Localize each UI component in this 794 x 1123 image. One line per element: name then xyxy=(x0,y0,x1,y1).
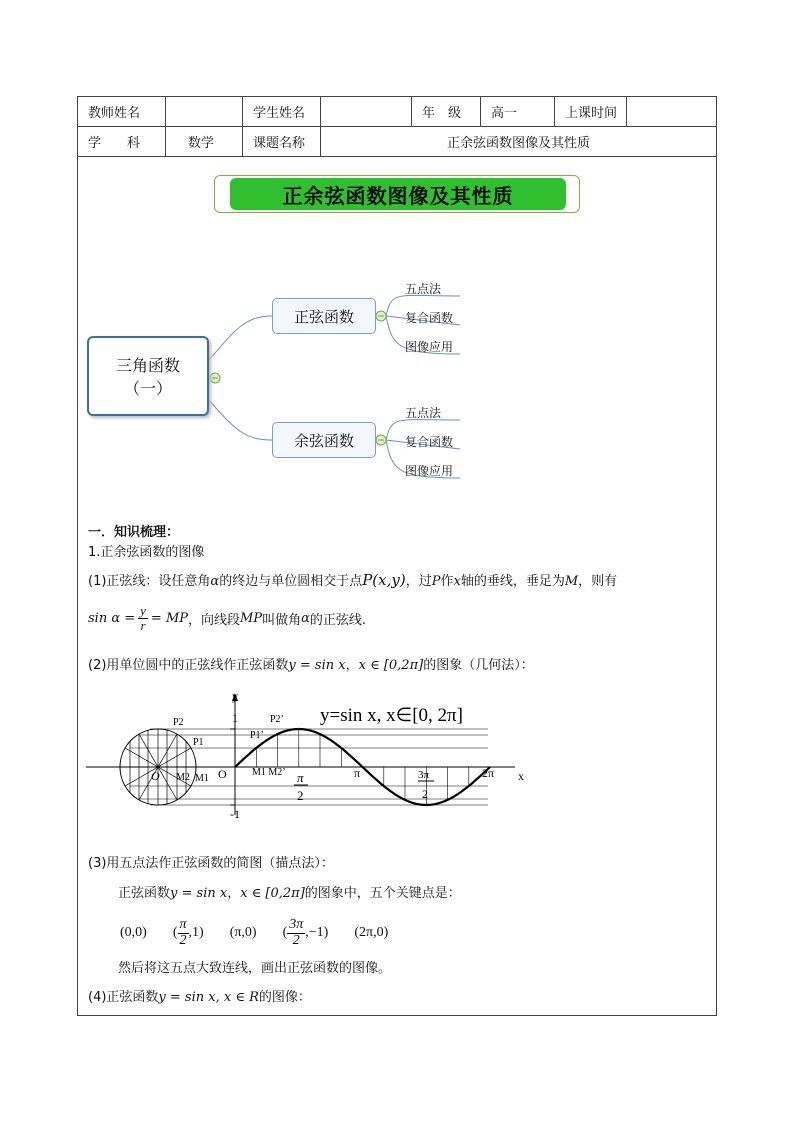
mindmap-sin-node[interactable]: 正弦函数 xyxy=(272,298,376,334)
label-2pi: 2π xyxy=(482,766,495,780)
cos-leaf-3[interactable]: 图像应用 xyxy=(405,464,454,478)
label-P2-prime: P2’ xyxy=(270,714,284,725)
label-P1: P1 xyxy=(193,737,204,748)
label-P2: P2 xyxy=(173,717,184,728)
cos-leaf-1[interactable]: 五点法 xyxy=(405,406,442,420)
label-pi-half-den: 2 xyxy=(297,788,304,803)
para-2: (2)用单位圆中的正弦线作正弦函数y = sin x，x ∈ [0,2π]的图象（几何法）： xyxy=(88,658,534,673)
cell-subject-value: 数学 xyxy=(166,127,243,157)
cell-topic-label: 课题名称 xyxy=(243,127,321,157)
mindmap-cos-node[interactable]: 余弦函数 xyxy=(272,422,376,458)
label-circle-center: O xyxy=(151,769,160,783)
sin-leaf-2[interactable]: 复合函数 xyxy=(405,311,454,325)
five-key-points: (0,0) ( $\frac{\pi}{2}$ ,1) (π,0) ( $\frac{3\pi}{2}$ ,−1) (2π,0) xyxy=(120,917,389,948)
para-1-line-1: (1)正弦线：设任意角α的终边与单位圆相交于点P(x,y)，过P作x轴的垂线，垂足为M，则有 xyxy=(88,571,618,589)
cell-teacher-label: 教师姓名 xyxy=(78,97,166,127)
para-4: (4)正弦函数y = sin x, x ∈ R的图像： xyxy=(88,990,311,1005)
label-P1-prime: P1’ xyxy=(250,730,264,741)
label-origin: O xyxy=(218,767,227,781)
label-M2: M2 xyxy=(176,772,190,783)
label-neg1: -1 xyxy=(230,807,240,821)
title-banner: 正余弦函数图像及其性质 xyxy=(230,178,566,210)
cell-topic-value: 正余弦函数图像及其性质 xyxy=(321,127,717,157)
para-3-line-4: 然后将这五点大致连线，画出正弦函数的图像。 xyxy=(118,961,392,976)
cell-grade-label: 年 级 xyxy=(412,97,481,127)
cell-time-label: 上课时间 xyxy=(555,97,627,127)
section-heading: 一．知识梳理： xyxy=(88,525,180,540)
cell-grade-value: 高一 xyxy=(481,97,555,127)
sin-leaf-3[interactable]: 图像应用 xyxy=(405,340,454,354)
label-3pi-half-den: 2 xyxy=(422,787,428,801)
cell-subject-label: 学 科 xyxy=(78,127,166,157)
mindmap-root-label: 三角函数 xyxy=(115,356,180,375)
label-x-axis: x xyxy=(518,769,524,783)
label-3pi-half-num: 3π xyxy=(418,769,430,781)
label-M1: M1 xyxy=(195,773,209,784)
graph-title: y=sin x, x∈[0, 2π] xyxy=(320,705,463,726)
label-pi: π xyxy=(354,766,361,780)
label-pi-half-num: π xyxy=(297,770,304,785)
cos-leaf-2[interactable]: 复合函数 xyxy=(405,435,454,449)
sin-leaf-1[interactable]: 五点法 xyxy=(405,282,442,296)
mindmap-root-sub: （一） xyxy=(123,379,172,398)
cell-student-label: 学生姓名 xyxy=(243,97,321,127)
label-one: 1 xyxy=(232,711,238,725)
label-M1-M2-prime: M1 M2’ xyxy=(252,767,286,778)
para-1-line-2: sin α = $\frac{y}{r}$ = MP ，向线段 MP 叫做角 α 的正弦线. xyxy=(88,603,367,633)
label-y-axis: y xyxy=(232,689,238,703)
para-3-line-2: 正弦函数y = sin x，x ∈ [0,2π]的图象中，五个关键点是： xyxy=(118,886,461,901)
subsection-heading: 1.正余弦函数的图像 xyxy=(88,545,205,560)
para-3: (3)用五点法作正弦函数的简图（描点法）： xyxy=(88,856,334,871)
